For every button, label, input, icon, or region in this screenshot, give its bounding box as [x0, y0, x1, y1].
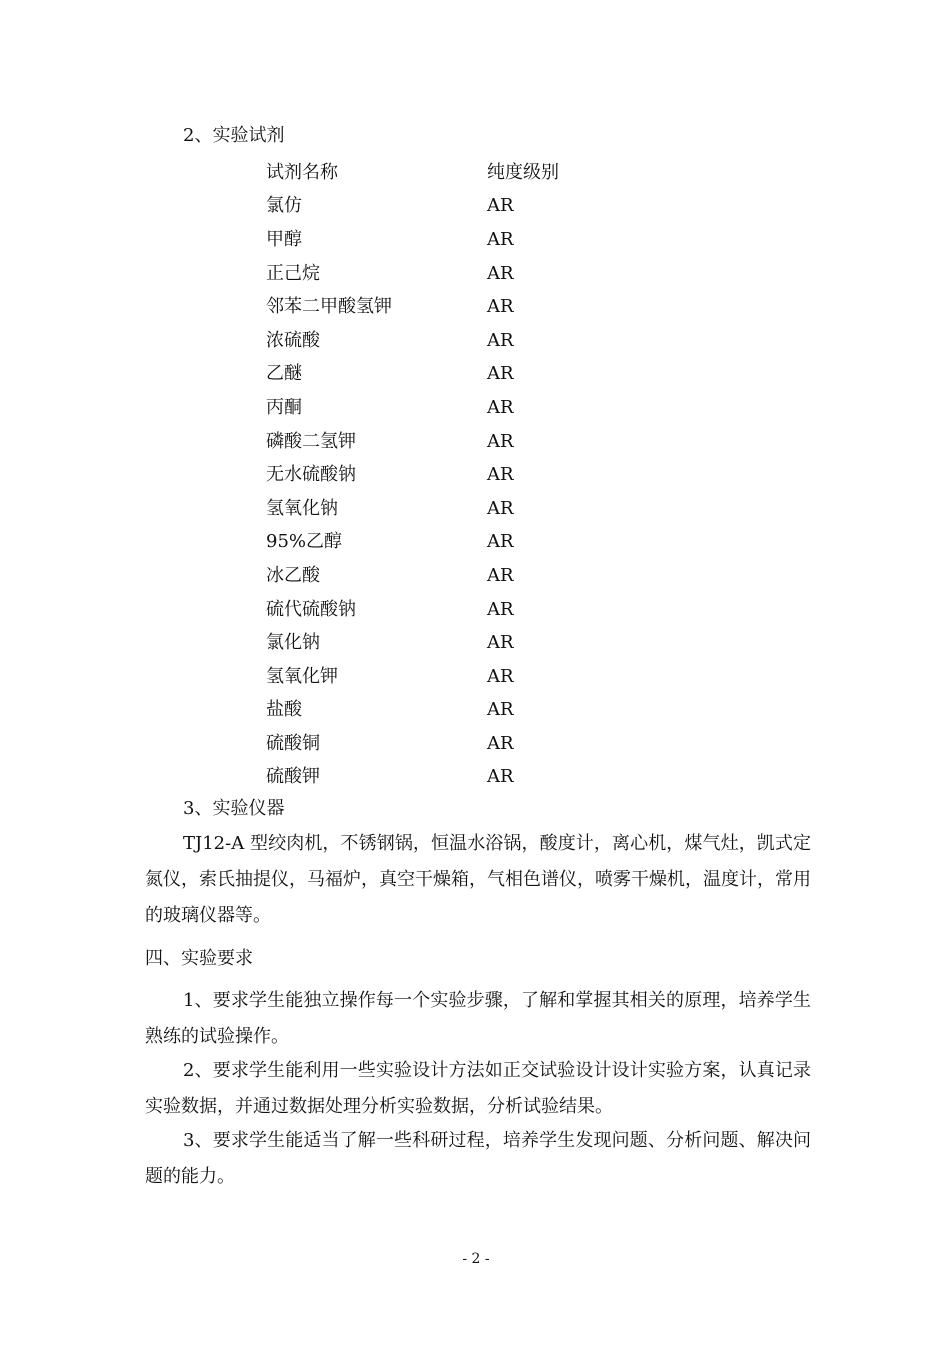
reagent-row	[266, 391, 626, 425]
reagent-row	[266, 694, 626, 728]
reagent-name: 丙酮	[266, 396, 302, 418]
reagent-name: 硫酸钾	[266, 766, 320, 788]
reagent-name: 磷酸二氢钾	[266, 430, 356, 452]
reagent-name: 冰乙酸	[266, 564, 320, 586]
reagent-row	[266, 458, 626, 492]
reagent-name-header: 试剂名称	[266, 161, 338, 183]
requirement-text: 1、要求学生能独立操作每一个实验步骤，了解和掌握其相关的原理，培养学生熟练的试验操作。	[145, 990, 811, 1047]
reagent-row	[266, 257, 626, 291]
reagent-row	[266, 358, 626, 392]
reagent-row	[266, 324, 626, 358]
reagent-grade: AR	[487, 766, 514, 788]
requirement-item	[145, 1053, 811, 1125]
reagent-name: 硫代硫酸钠	[266, 598, 356, 620]
reagent-name: 甲醇	[266, 228, 302, 250]
reagent-name: 氯仿	[266, 195, 302, 217]
reagent-grade: AR	[487, 228, 514, 250]
reagent-grade: AR	[487, 464, 514, 486]
reagent-grade: AR	[487, 430, 514, 452]
reagent-grade: AR	[487, 296, 514, 318]
reagent-table-header	[266, 156, 626, 190]
reagent-grade: AR	[487, 262, 514, 284]
reagent-grade: AR	[487, 329, 514, 351]
reagent-name: 无水硫酸钠	[266, 464, 356, 486]
reagent-table	[266, 156, 626, 794]
page-number: - 2 -	[462, 1251, 490, 1267]
instrument-text: TJ12-A 型绞肉机，不锈钢锅，恒温水浴锅，酸度计，离心机，煤气灶，凯式定氮仪，索氏抽提仪，马福炉，真空干燥箱，气相色谱仪，喷雾干燥机，温度计，常用的玻璃仪器等。	[145, 833, 811, 926]
reagent-grade: AR	[487, 363, 514, 385]
requirement-item	[145, 983, 811, 1055]
reagent-name: 95%乙醇	[266, 531, 343, 553]
requirement-text: 3、要求学生能适当了解一些科研过程，培养学生发现问题、分析问题、解决问题的能力。	[145, 1130, 811, 1187]
reagent-grade: AR	[487, 665, 514, 687]
reagent-grade: AR	[487, 732, 514, 754]
reagent-name: 氢氧化钾	[266, 665, 338, 687]
reagent-row	[266, 559, 626, 593]
reagent-row	[266, 492, 626, 526]
reagent-row	[266, 593, 626, 627]
reagent-name: 邻苯二甲酸氢钾	[266, 296, 392, 318]
reagent-row	[266, 626, 626, 660]
reagent-row	[266, 223, 626, 257]
reagent-grade-header: 纯度级别	[487, 161, 559, 183]
reagent-name: 氯化钠	[266, 632, 320, 654]
reagent-name: 氢氧化钠	[266, 497, 338, 519]
reagent-grade: AR	[487, 598, 514, 620]
requirement-item	[145, 1123, 811, 1195]
requirement-text: 2、要求学生能利用一些实验设计方法如正交试验设计设计实验方案，认真记录实验数据，并通过数据处理分析实验数据，分析试验结果。	[145, 1060, 811, 1117]
reagent-row	[266, 727, 626, 761]
reagent-grade: AR	[487, 699, 514, 721]
section-2-heading: 2、实验试剂	[183, 125, 285, 146]
reagent-row	[266, 660, 626, 694]
reagent-row	[266, 526, 626, 560]
reagent-grade: AR	[487, 396, 514, 418]
reagent-name: 正己烷	[266, 262, 320, 284]
reagent-name: 盐酸	[266, 699, 302, 721]
instrument-paragraph	[145, 826, 811, 934]
reagent-row	[266, 425, 626, 459]
reagent-row	[266, 190, 626, 224]
reagent-grade: AR	[487, 497, 514, 519]
reagent-row	[266, 290, 626, 324]
reagent-grade: AR	[487, 632, 514, 654]
reagent-name: 硫酸铜	[266, 732, 320, 754]
section-3-heading: 3、实验仪器	[183, 798, 285, 819]
reagent-grade: AR	[487, 195, 514, 217]
reagent-name: 乙醚	[266, 363, 302, 385]
reagent-name: 浓硫酸	[266, 329, 320, 351]
reagent-grade: AR	[487, 531, 514, 553]
reagent-row	[266, 761, 626, 795]
section-4-heading: 四、实验要求	[145, 948, 253, 969]
reagent-grade: AR	[487, 564, 514, 586]
